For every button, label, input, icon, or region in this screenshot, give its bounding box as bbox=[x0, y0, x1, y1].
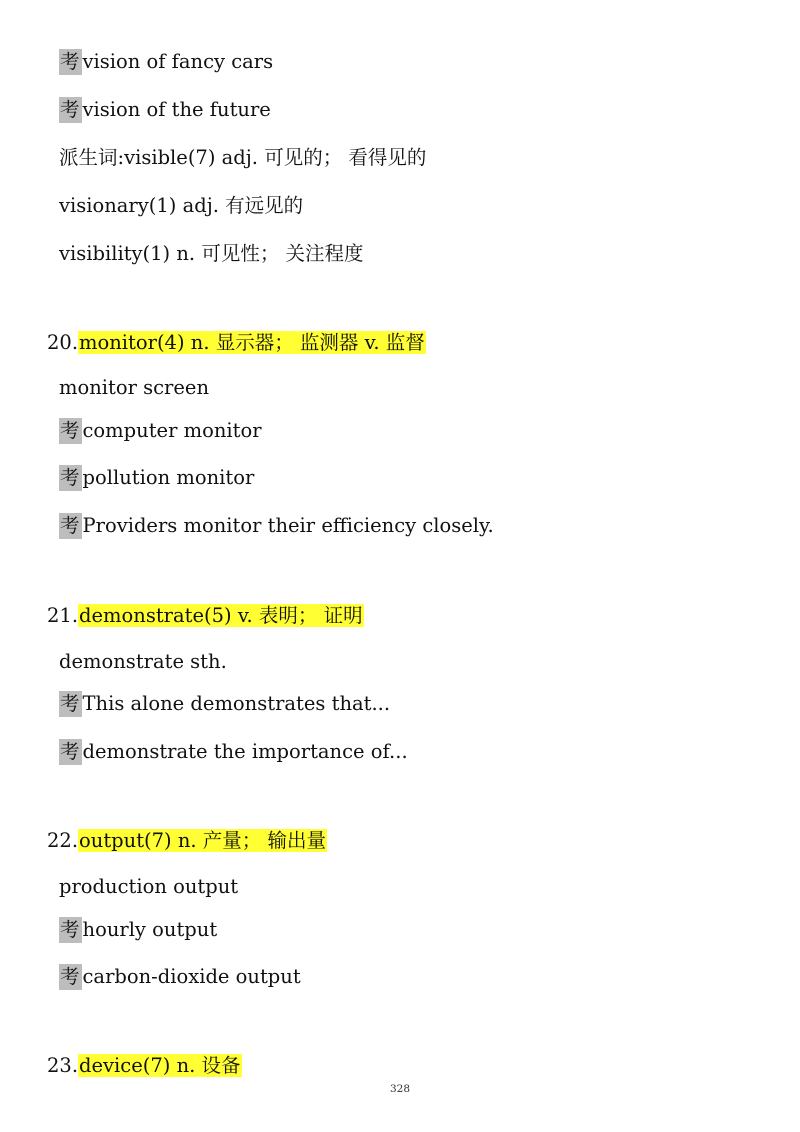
kao-marker: 考 bbox=[60, 98, 80, 121]
headword-highlight: device(7) n. 设备 bbox=[79, 1054, 241, 1077]
example-text: vision of fancy cars bbox=[82, 50, 274, 73]
kao-marker: 考 bbox=[60, 514, 80, 537]
example-line bbox=[59, 97, 271, 123]
kao-marker: 考 bbox=[60, 918, 80, 941]
entry-number: 22. bbox=[47, 829, 79, 852]
headword-entry bbox=[47, 602, 364, 630]
kao-marker: 考 bbox=[60, 692, 80, 715]
collocation-line: production output bbox=[59, 875, 239, 898]
entry-number: 20. bbox=[47, 331, 79, 354]
example-line bbox=[59, 465, 254, 491]
derivative-line: visionary(1) adj. 有远见的 bbox=[59, 194, 304, 217]
headword-highlight: demonstrate(5) v. 表明； 证明 bbox=[79, 604, 363, 627]
headword-highlight: output(7) n. 产量； 输出量 bbox=[79, 829, 327, 852]
derivative-line: 派生词:visible(7) adj. 可见的； 看得见的 bbox=[59, 146, 427, 169]
entry-number: 23. bbox=[47, 1054, 79, 1077]
example-line bbox=[59, 917, 217, 943]
kao-marker: 考 bbox=[60, 419, 80, 442]
headword-entry bbox=[47, 329, 426, 357]
derivative-line: visibility(1) n. 可见性； 关注程度 bbox=[59, 242, 364, 265]
page-number: 328 bbox=[389, 1083, 411, 1095]
example-line bbox=[59, 739, 408, 765]
example-text: demonstrate the importance of... bbox=[82, 740, 408, 763]
example-line bbox=[59, 964, 301, 990]
example-line bbox=[59, 513, 494, 539]
headword-entry bbox=[47, 1052, 242, 1080]
example-text: This alone demonstrates that... bbox=[82, 692, 391, 715]
headword-highlight: monitor(4) n. 显示器； 监测器 v. 监督 bbox=[79, 331, 425, 354]
kao-marker: 考 bbox=[60, 740, 80, 763]
kao-marker: 考 bbox=[60, 965, 80, 988]
example-line bbox=[59, 691, 390, 717]
example-text: computer monitor bbox=[82, 419, 262, 442]
example-text: pollution monitor bbox=[82, 466, 255, 489]
kao-marker: 考 bbox=[60, 466, 80, 489]
headword-entry bbox=[47, 827, 327, 855]
example-line bbox=[59, 49, 273, 75]
example-line bbox=[59, 418, 262, 444]
example-text: Providers monitor their efficiency closely. bbox=[82, 514, 494, 537]
collocation-line: monitor screen bbox=[59, 376, 210, 399]
example-text: vision of the future bbox=[82, 98, 271, 121]
example-text: carbon-dioxide output bbox=[82, 965, 301, 988]
example-text: hourly output bbox=[82, 918, 218, 941]
collocation-line: demonstrate sth. bbox=[59, 650, 227, 673]
entry-number: 21. bbox=[47, 604, 79, 627]
kao-marker: 考 bbox=[60, 50, 80, 73]
